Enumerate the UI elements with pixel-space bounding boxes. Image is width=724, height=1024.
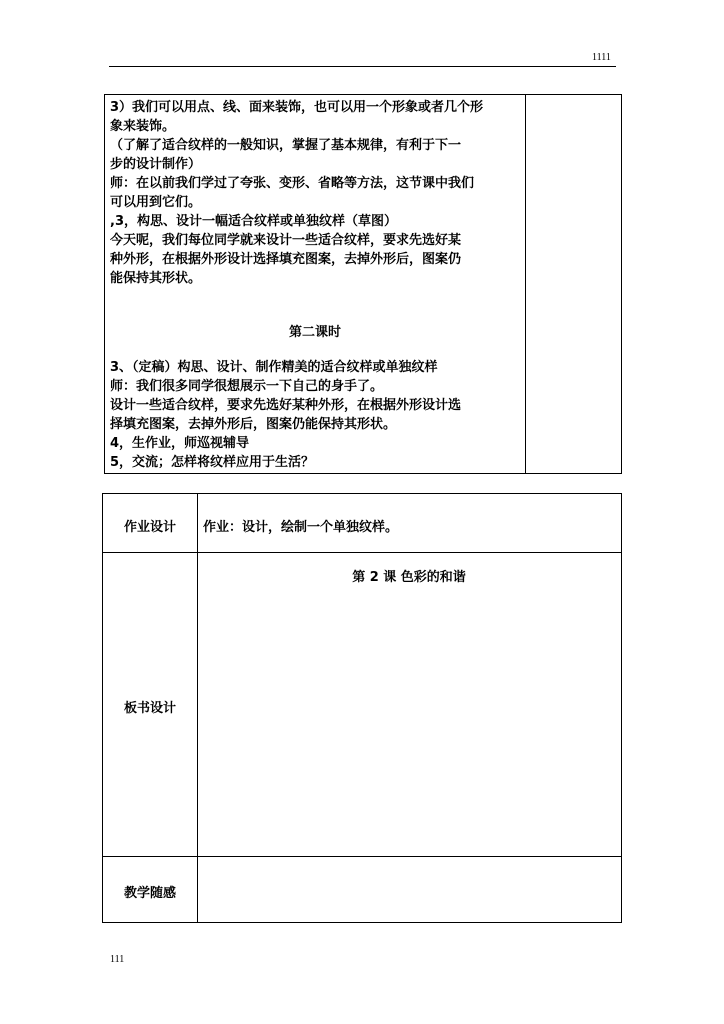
text-line: 师：我们很多同学很想展示一下自己的身手了。 bbox=[110, 379, 384, 394]
text-line: 能保持其形状。 bbox=[110, 271, 202, 286]
lesson-process-table bbox=[104, 94, 622, 474]
text-line: 师：在以前我们学过了夸张、变形、省略等方法，这节课中我们 bbox=[110, 176, 475, 191]
text-line: （了解了适合纹样的一般知识，掌握了基本规律，有利于下一 bbox=[110, 138, 462, 153]
text-line: 3）我们可以用点、线、面来装饰，也可以用一个形象或者几个形 bbox=[110, 100, 484, 115]
table-row-divider bbox=[103, 552, 621, 553]
footer-page-number: 111 bbox=[110, 954, 125, 965]
header-rule bbox=[109, 66, 616, 67]
table-column-divider bbox=[525, 95, 526, 473]
lesson-content bbox=[110, 98, 520, 472]
table-column-divider bbox=[197, 494, 198, 922]
text-line: 可以用到它们。 bbox=[110, 195, 202, 210]
homework-label: 作业设计 bbox=[123, 520, 176, 535]
text-line: 种外形，在根据外形设计选择填充图案，去掉外形后，图案仍 bbox=[110, 252, 462, 267]
text-line: 5，交流；怎样将纹样应用于生活？ bbox=[110, 455, 315, 470]
summary-table bbox=[102, 493, 622, 923]
text-line: 择填充图案，去掉外形后，图案仍能保持其形状。 bbox=[110, 417, 397, 432]
table-row-divider bbox=[103, 856, 621, 857]
text-line: 设计一些适合纹样，要求先选好某种外形，在根据外形设计选 bbox=[110, 398, 462, 413]
text-line: 4，生作业，师巡视辅导 bbox=[110, 436, 250, 451]
text-line: 3、（定稿）构思、设计、制作精美的适合纹样或单独纹样 bbox=[110, 360, 438, 375]
text-line: ,3，构思、设计一幅适合纹样或单独纹样（草图） bbox=[110, 214, 397, 229]
board-label: 板书设计 bbox=[123, 701, 176, 716]
second-lesson-heading: 第二课时 bbox=[288, 325, 341, 340]
text-line: 今天呢，我们每位同学就来设计一些适合纹样，要求先选好某 bbox=[110, 233, 462, 248]
homework-text: 作业：设计，绘制一个单独纹样。 bbox=[203, 520, 399, 535]
text-line: 象来装饰。 bbox=[110, 119, 176, 134]
text-line: 步的设计制作） bbox=[110, 157, 202, 172]
reflection-label: 教学随感 bbox=[123, 886, 176, 901]
board-title: 第 2 课 色彩的和谐 bbox=[352, 570, 466, 585]
header-page-number: 1111 bbox=[592, 52, 611, 63]
